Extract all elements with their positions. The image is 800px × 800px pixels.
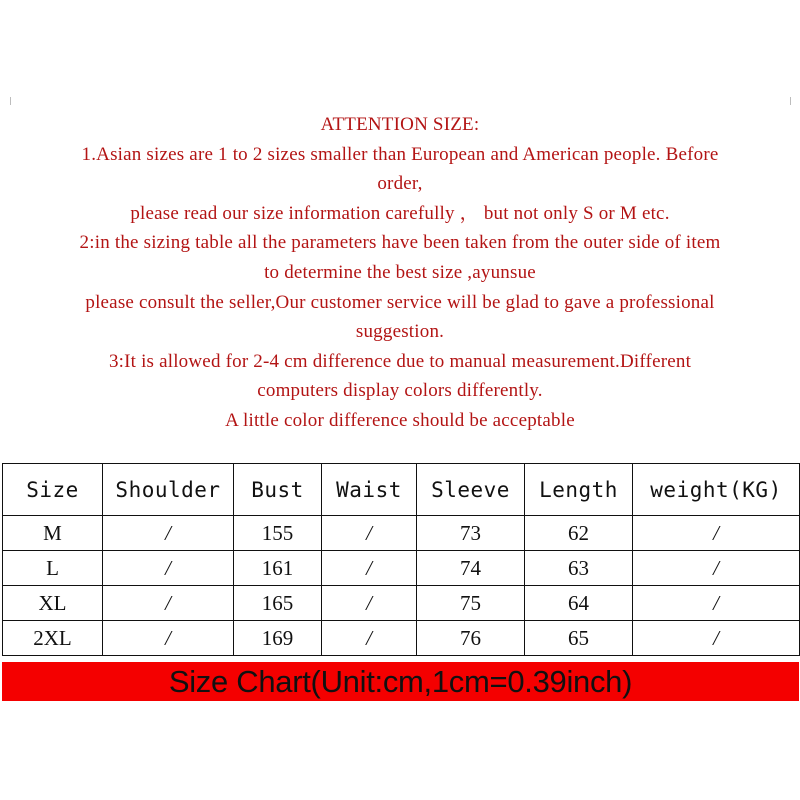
column-header-waist: Waist [322, 464, 417, 516]
notice-line: 2:in the sizing table all the parameters have been taken from the outer side of item [79, 232, 721, 254]
length-cell: 62 [525, 516, 633, 551]
column-header-shoulder: Shoulder [103, 464, 234, 516]
bust-cell: 155 [234, 516, 322, 551]
table-header-row [3, 464, 800, 516]
column-header-length: Length [525, 464, 633, 516]
top-tick-right [790, 97, 791, 105]
shoulder-cell: / [103, 551, 234, 586]
top-tick-left [10, 97, 11, 105]
notice-line: please consult the seller,Our customer service will be glad to gave a professional [85, 291, 715, 313]
weight-cell: / [633, 621, 800, 656]
size-cell: 2XL [3, 621, 103, 656]
notice-line: suggestion. [355, 321, 445, 343]
size-cell: L [3, 551, 103, 586]
length-cell: 64 [525, 586, 633, 621]
waist-cell: / [322, 621, 417, 656]
weight-cell: / [633, 586, 800, 621]
shoulder-cell: / [103, 516, 234, 551]
notice-line: to determine the best size ,ayunsue [264, 261, 536, 283]
notice-line: 3:It is allowed for 2-4 cm difference due to manual measurement.Different [108, 350, 692, 372]
size-chart-banner: Size Chart(Unit:cm,1cm=0.39inch) [2, 662, 799, 701]
bust-cell: 161 [234, 551, 322, 586]
waist-cell: / [322, 586, 417, 621]
bust-cell: 165 [234, 586, 322, 621]
notice-title: ATTENTION SIZE: [320, 114, 480, 135]
sleeve-cell: 76 [417, 621, 525, 656]
shoulder-cell: / [103, 621, 234, 656]
waist-cell: / [322, 551, 417, 586]
size-cell: XL [3, 586, 103, 621]
sleeve-cell: 74 [417, 551, 525, 586]
notice-line: 1.Asian sizes are 1 to 2 sizes smaller than European and American people. Before [81, 143, 719, 165]
column-header-size: Size [3, 464, 103, 516]
table-row [3, 551, 800, 586]
length-cell: 65 [525, 621, 633, 656]
column-header-bust: Bust [234, 464, 322, 516]
weight-cell: / [633, 551, 800, 586]
sleeve-cell: 75 [417, 586, 525, 621]
bust-cell: 169 [234, 621, 322, 656]
table-row [3, 586, 800, 621]
size-table [2, 463, 800, 656]
waist-cell: / [322, 516, 417, 551]
column-header-sleeve: Sleeve [417, 464, 525, 516]
notice-line: order, [377, 173, 423, 195]
weight-cell: / [633, 516, 800, 551]
column-header-weight: weight(KG) [633, 464, 800, 516]
sleeve-cell: 73 [417, 516, 525, 551]
attention-notice [0, 110, 800, 436]
size-cell: M [3, 516, 103, 551]
length-cell: 63 [525, 551, 633, 586]
table-row [3, 621, 800, 656]
notice-line: please read our size information carefully ， but not only S or M etc. [130, 202, 670, 224]
notice-line: A little color difference should be acceptable [225, 409, 575, 431]
table-row [3, 516, 800, 551]
notice-line: computers display colors differently. [257, 380, 543, 402]
shoulder-cell: / [103, 586, 234, 621]
